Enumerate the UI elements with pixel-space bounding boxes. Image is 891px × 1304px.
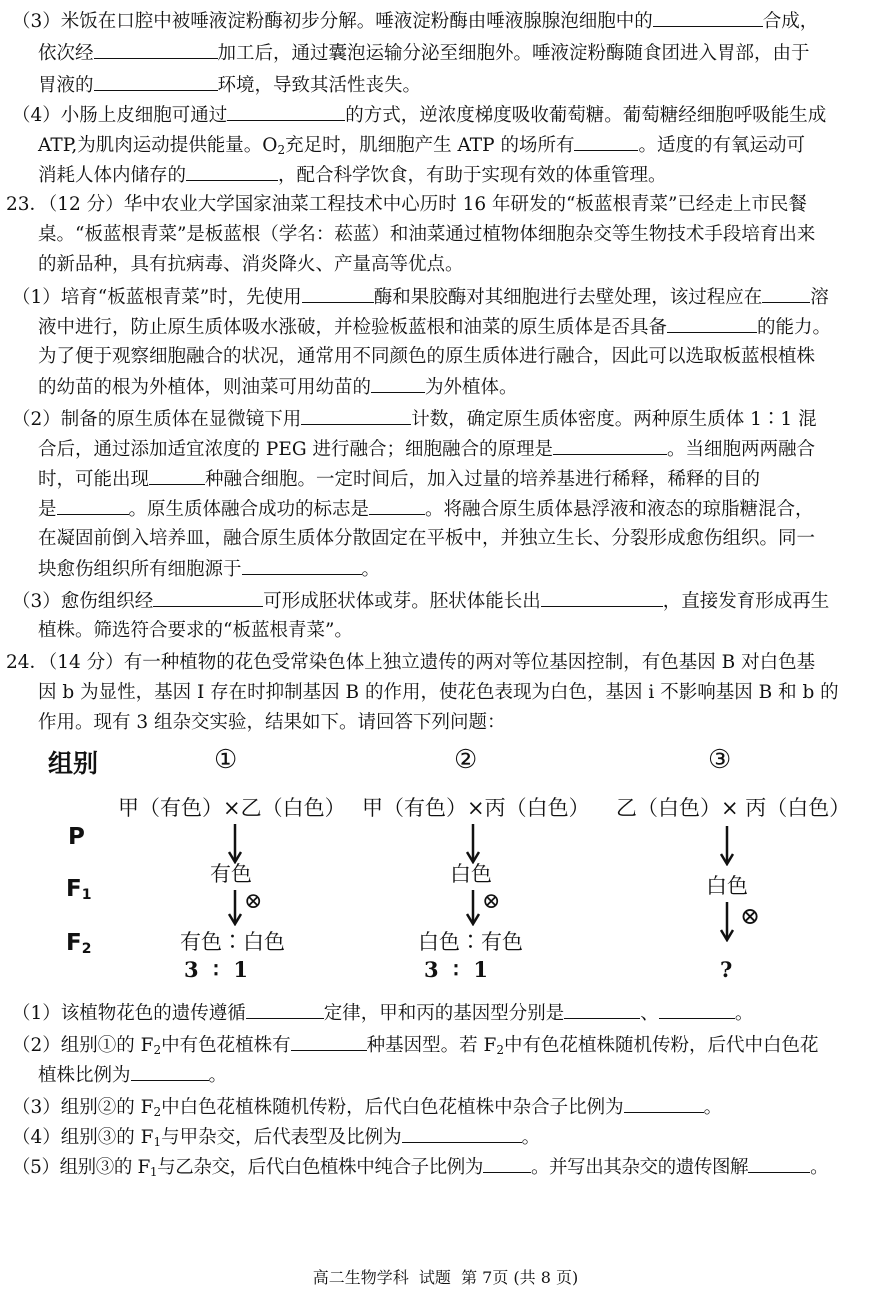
group-2-f2-phenotypes: 白色∶有色 [418, 930, 523, 954]
answer-blank[interactable] [402, 1126, 522, 1143]
down-arrow-icon [228, 824, 242, 864]
answer-blank[interactable] [541, 590, 663, 607]
group-3-label: ③ [708, 745, 732, 775]
q23-head-line1: 23．（12 分）华中农业大学国家油菜工程技术中心历时 16 年研发的“板蓝根青菜”已经走上市民餐 [6, 194, 807, 215]
answer-blank[interactable] [564, 1002, 640, 1019]
answer-blank[interactable] [483, 1156, 531, 1173]
q22-3-line2: 依次经 加工后，通过囊泡运输分泌至细胞外。唾液淀粉酶随食团进入胃部，由于 [38, 43, 810, 64]
answer-blank[interactable] [291, 1034, 367, 1051]
answer-blank[interactable] [369, 498, 425, 515]
q22-4-line3: 消耗人体内储存的 ，配合科学饮食，有助于实现有效的体重管理。 [38, 165, 667, 186]
answer-blank[interactable] [659, 1002, 735, 1019]
answer-blank[interactable] [186, 164, 278, 181]
answer-blank[interactable] [762, 286, 810, 303]
answer-blank[interactable] [131, 1064, 209, 1081]
q23-2-line3: 时，可能出现 种融合细胞。一定时间后，加入过量的培养基进行稀释，稀释的目的 [38, 469, 761, 490]
down-arrow-icon [466, 890, 480, 926]
cross-2-parents: 甲（有色）×丙（白色） [362, 796, 590, 820]
q22-4-line2: ATP,为肌肉运动提供能量。$O_2$充足时，肌细胞产生 ATP 的场所有 。适度的有氧运动可 [38, 135, 805, 157]
row-label-p: P [68, 824, 85, 850]
answer-blank[interactable] [653, 10, 763, 27]
group-1-f2-ratio: 3 ∶ 1 [184, 957, 248, 982]
down-arrow-icon [720, 826, 734, 866]
q23-1-line1: （1）培育“板蓝根青菜”时，先使用 酶和果胶酶对其细胞进行去壁处理，该过程应在 溶 [12, 287, 829, 308]
answer-blank[interactable] [302, 286, 374, 303]
answer-blank[interactable] [246, 1002, 324, 1019]
answer-blank[interactable] [242, 558, 362, 575]
group-3-f1: 白色 [706, 874, 748, 898]
q23-head-line3: 的新品种，具有抗病毒、消炎降火、产量高等优点。 [38, 254, 464, 275]
q24-head-line1: 24．（14 分）有一种植物的花色受常染色体上独立遗传的两对等位基因控制，有色基因 B 对白色基 [6, 652, 816, 673]
group-1-f1: 有色 [210, 862, 252, 886]
answer-blank[interactable] [153, 590, 263, 607]
group-2-f2-ratio: 3 ∶ 1 [424, 957, 488, 982]
answer-blank[interactable] [149, 468, 205, 485]
q24-4: （4）组别③的 $F_1$与甲杂交，后代表型及比例为 。 [12, 1127, 541, 1149]
answer-blank[interactable] [94, 74, 218, 91]
q23-1-line3: 为了便于观察细胞融合的状况，通常用不同颜色的原生质体进行融合，因此可以选取板蓝根植株 [38, 346, 816, 367]
answer-blank[interactable] [227, 104, 345, 121]
q23-1-line4: 的幼苗的根为外植体，则油菜可用幼苗的 为外植体。 [38, 377, 518, 398]
q23-2-line4: 是 。原生质体融合成功的标志是 。将融合原生质体悬浮液和液态的琼脂糖混合， [38, 499, 814, 520]
answer-blank[interactable] [371, 376, 425, 393]
answer-blank[interactable] [94, 42, 218, 59]
answer-blank[interactable] [574, 134, 638, 151]
answer-blank[interactable] [553, 438, 667, 455]
group-3-f2-unknown: ? [720, 957, 733, 982]
q22-4-line1: （4）小肠上皮细胞可通过 的方式，逆浓度梯度吸收葡萄糖。葡萄糖经细胞呼吸能生成 [12, 105, 827, 126]
answer-blank[interactable] [301, 408, 411, 425]
q24-head-line2: 因 b 为显性，基因 I 存在时抑制基因 B 的作用，使花色表现为白色，基因 i 不影响基因 B 和 b 的 [38, 682, 839, 703]
q24-2-line2: 植株比例为 。 [38, 1065, 228, 1086]
group-1-f2-phenotypes: 有色∶白色 [180, 930, 285, 954]
q23-2-line6: 块愈伤组织所有细胞源于 。 [38, 559, 381, 580]
row-label-f2: $F_2$ [66, 930, 92, 957]
q22-3-line3: 胃液的 环境，导致其活性丧失。 [38, 75, 422, 96]
cross-1-parents: 甲（有色）×乙（白色） [118, 796, 346, 820]
q24-5: （5）组别③的 $F_1$与乙杂交，后代白色植株中纯合子比例为 。并写出其杂交的遗传图解 。 [12, 1157, 829, 1179]
page-footer: 高二生物学科 试题 第 7页 (共 8 页) [312, 1268, 579, 1287]
answer-blank[interactable] [57, 498, 129, 515]
group-label: 组别 [48, 749, 99, 778]
q23-1-line2: 液中进行，防止原生质体吸水涨破，并检验板蓝根和油菜的原生质体是否具备 的能力。 [38, 317, 832, 338]
answer-blank[interactable] [624, 1096, 704, 1113]
q23-head-line2: 桌。“板蓝根青菜”是板蓝根（学名：菘蓝）和油菜通过植物体细胞杂交等生物技术手段培育出来 [38, 224, 816, 245]
down-arrow-icon [228, 890, 242, 926]
cross-3-parents: 乙（白色）× 丙（白色） [616, 796, 851, 820]
q22-3-line1: （3）米饭在口腔中被唾液淀粉酶初步分解。唾液淀粉酶由唾液腺腺泡细胞中的 合成， [12, 11, 819, 32]
row-label-f1: $F_1$ [66, 876, 92, 903]
q24-2-line1: （2）组别①的 $F_2$中有色花植株有 种基因型。若 $F_2$中有色花植株随机传粉，后代中白色花 [12, 1035, 819, 1057]
q23-2-line5: 在凝固前倒入培养皿，融合原生质体分散固定在平板中，并独立生长、分裂形成愈伤组织。同一 [38, 528, 816, 549]
selfing-symbol-icon: ⊗ [740, 902, 761, 930]
q24-3: （3）组别②的 $F_2$中白色花植株随机传粉，后代白色花植株中杂合子比例为 。 [12, 1097, 723, 1119]
q24-head-line3: 作用。现有 3 组杂交实验，结果如下。请回答下列问题： [38, 712, 506, 733]
q23-2-line2: 合后，通过添加适宜浓度的 PEG 进行融合；细胞融合的原理是 。当细胞两两融合 [38, 439, 816, 460]
q23-3-line1: （3）愈伤组织经 可形成胚状体或芽。胚状体能长出 ，直接发育形成再生 [12, 591, 830, 612]
group-2-f1: 白色 [450, 862, 492, 886]
q24-1: （1）该植物花色的遗传遵循 定律，甲和丙的基因型分别是 、 。 [12, 1003, 754, 1024]
q23-3-line2: 植株。筛选符合要求的“板蓝根青菜”。 [38, 620, 353, 641]
selfing-symbol-icon: ⊗ [244, 889, 263, 914]
group-1-label: ① [214, 745, 238, 775]
answer-blank[interactable] [667, 316, 757, 333]
selfing-symbol-icon: ⊗ [482, 889, 501, 914]
q23-2-line1: （2）制备的原生质体在显微镜下用 计数，确定原生质体密度。两种原生质体 1∶1 混 [12, 409, 817, 430]
answer-blank[interactable] [748, 1156, 810, 1173]
down-arrow-icon [720, 902, 734, 942]
down-arrow-icon [466, 824, 480, 864]
group-2-label: ② [454, 745, 478, 775]
